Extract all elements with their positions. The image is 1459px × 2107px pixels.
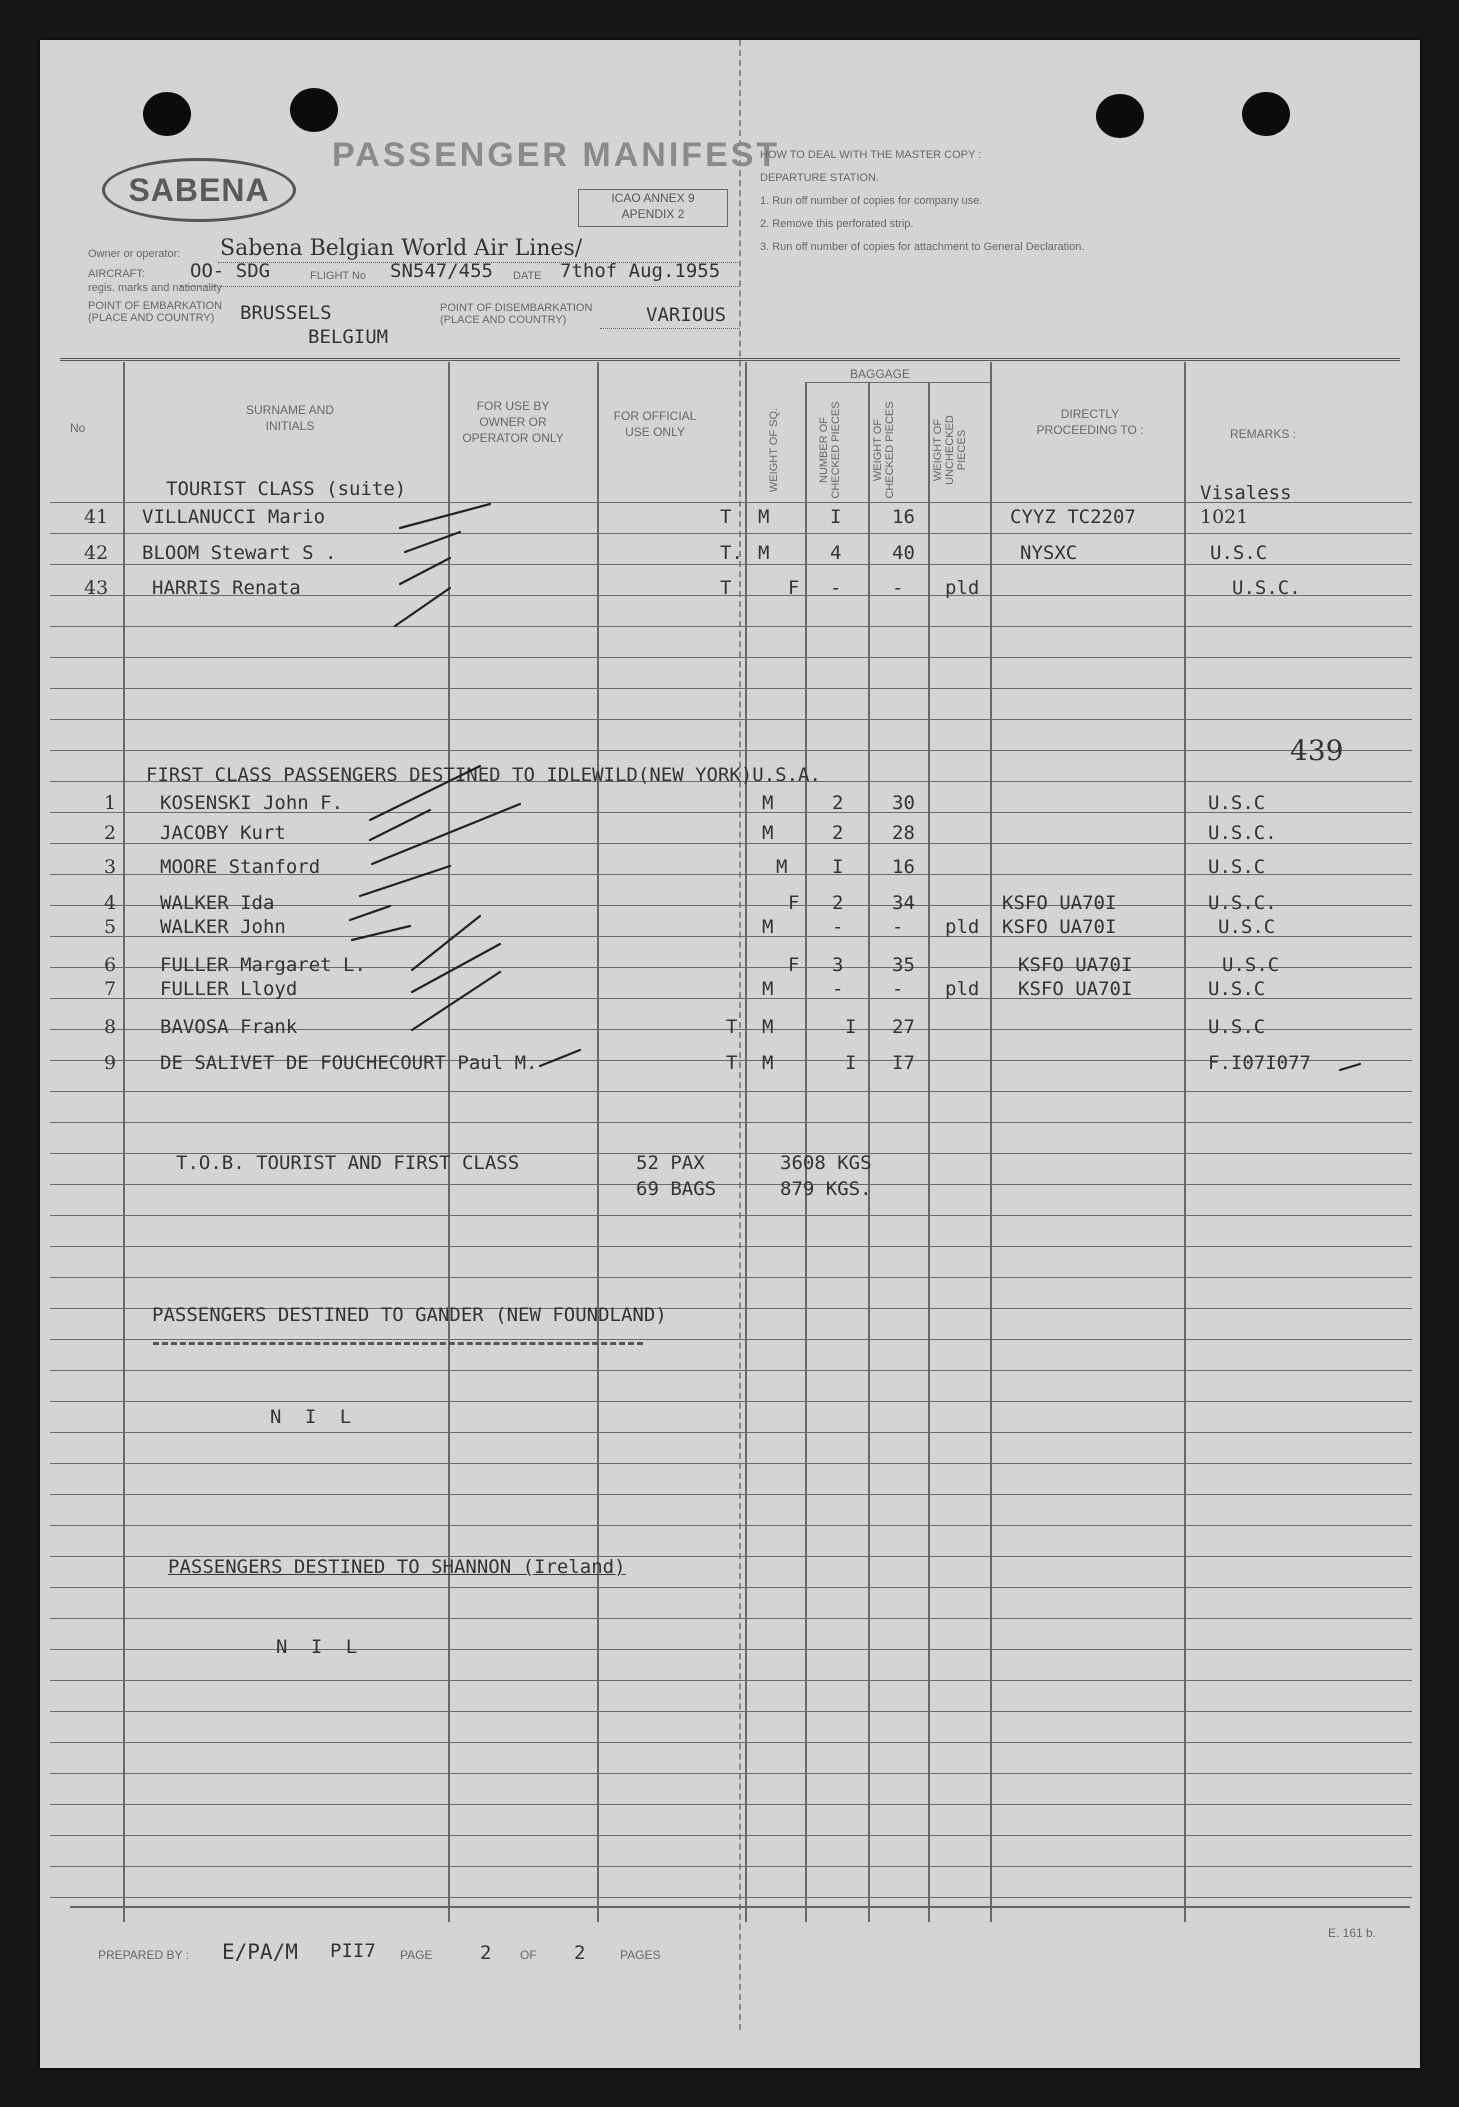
disembark-value: VARIOUS: [646, 304, 727, 326]
row-name: JACOBY Kurt: [160, 822, 286, 844]
check-mark: [412, 972, 500, 1030]
check-mark: [395, 588, 450, 626]
col-weight-unchecked: WEIGHT OF UNCHECKED PIECES: [932, 415, 968, 485]
embark-label: POINT OF EMBARKATION (PLACE AND COUNTRY): [88, 300, 223, 324]
col-num-checked: NUMBER OF CHECKED PIECES: [818, 401, 842, 499]
row-weight: 35: [892, 954, 915, 976]
row-sex: M: [762, 1016, 774, 1038]
row-pieces: I: [845, 1052, 857, 1074]
col-weight-sq: WEIGHT OF SQ.: [768, 407, 780, 493]
check-mark: [352, 926, 410, 940]
disembark-label: POINT OF DISEMBARKATION (PLACE AND COUNTRY): [440, 302, 593, 326]
shannon-heading: PASSENGERS DESTINED TO SHANNON (Ireland): [168, 1556, 626, 1578]
operator-value: Sabena Belgian World Air Lines/: [220, 236, 583, 261]
totals-kgs-1: 3608 KGS: [780, 1152, 872, 1174]
row-weight: 30: [892, 792, 915, 814]
row-remark: F.I07I077: [1208, 1052, 1311, 1074]
flight-value: SN547/455: [390, 260, 493, 282]
of-label: OF: [520, 1948, 537, 1962]
row-sex: F: [788, 577, 800, 599]
row-remark: U.S.C.: [1232, 577, 1301, 599]
row-pieces: 2: [832, 892, 844, 914]
row-no: 5: [104, 916, 117, 938]
row-class: T: [720, 577, 732, 599]
row-sex: F: [788, 954, 800, 976]
row-sex: M: [762, 1052, 774, 1074]
row-no: 41: [84, 506, 109, 528]
operator-label: Owner or operator:: [88, 248, 181, 260]
total-pages: 2: [574, 1942, 586, 1964]
row-remark: U.S.C.: [1208, 892, 1277, 914]
row-no: 1: [104, 792, 117, 814]
row-weight: -: [892, 978, 904, 1000]
gander-nil: N I L: [270, 1406, 358, 1428]
totals-kgs-2: 879 KGS.: [780, 1178, 872, 1200]
row-class: T: [726, 1016, 738, 1038]
row-pieces: 4: [830, 542, 842, 564]
row-remark: U.S.C: [1208, 1016, 1266, 1038]
tick-mark: [1340, 1064, 1360, 1070]
row-name: KOSENSKI John F.: [160, 792, 344, 814]
row-name: WALKER John: [160, 916, 286, 938]
row-sex: M: [776, 856, 788, 878]
row-destination: KSFO UA70I: [1002, 916, 1117, 938]
row-pieces: I: [830, 506, 842, 528]
check-mark: [360, 866, 450, 896]
row-no: 6: [104, 954, 117, 976]
row-pieces: I: [845, 1016, 857, 1038]
row-name: DE SALIVET DE FOUCHECOURT Paul M.: [160, 1052, 538, 1074]
row-remark: U.S.C: [1208, 856, 1266, 878]
row-name: WALKER Ida: [160, 892, 275, 914]
check-mark: [400, 504, 490, 528]
row-name: VILLANUCCI Mario: [142, 506, 326, 528]
row-sex: M: [762, 822, 774, 844]
row-remark: U.S.C.: [1208, 822, 1277, 844]
check-mark: [350, 906, 390, 920]
row-name: BAVOSA Frank: [160, 1016, 298, 1038]
footer-rule: [70, 1906, 1410, 1908]
check-mark: [412, 916, 480, 970]
totals-bags: 69 BAGS: [636, 1178, 717, 1200]
aircraft-label: AIRCRAFT:: [88, 268, 145, 280]
instructions: HOW TO DEAL WITH THE MASTER COPY : DEPARTURE STATION. 1. Run off number of copies for company use. 2. Remove this perforated strip. 3. Run off number of copies for attachment to General Declaration.: [760, 149, 1085, 253]
row-weight: 16: [892, 856, 915, 878]
aircraft-value: OO- SDG: [190, 260, 271, 282]
handwritten-number: 439: [1290, 734, 1344, 767]
document-title: PASSENGER MANIFEST: [332, 136, 781, 174]
check-mark: [400, 558, 450, 584]
row-no: 7: [104, 978, 117, 1000]
row-no: 43: [84, 577, 109, 599]
row-no: 8: [104, 1016, 117, 1038]
row-destination: KSFO UA70I: [1002, 892, 1117, 914]
date-label: DATE: [513, 270, 542, 282]
row-weight: -: [892, 916, 904, 938]
row-class: T.: [720, 542, 743, 564]
row-sex: M: [762, 916, 774, 938]
row-weight: 28: [892, 822, 915, 844]
row-sex: M: [762, 792, 774, 814]
row-destination: KSFO UA70I: [1018, 954, 1133, 976]
row-no: 42: [84, 542, 109, 564]
row-unchecked: pld: [945, 577, 980, 599]
row-pieces: -: [832, 916, 844, 938]
col-no: No: [70, 421, 86, 435]
row-destination: CYYZ TC2207: [1010, 506, 1136, 528]
row-class: T: [720, 506, 732, 528]
tourist-heading: TOURIST CLASS (suite): [166, 478, 407, 500]
gander-heading: PASSENGERS DESTINED TO GANDER (NEW FOUNDLAND): [152, 1304, 667, 1326]
page-number: 2: [480, 1942, 492, 1964]
check-mark: [405, 532, 460, 552]
row-pieces: 2: [832, 822, 844, 844]
pages-label: PAGES: [620, 1948, 661, 1962]
row-no: 9: [104, 1052, 117, 1074]
row-pieces: 2: [832, 792, 844, 814]
footer-code: PII7: [330, 1940, 376, 1962]
col-weight-checked: WEIGHT OF CHECKED PIECES: [872, 401, 896, 499]
row-unchecked: pld: [945, 978, 980, 1000]
row-pieces: 3: [832, 954, 844, 976]
row-unchecked: pld: [945, 916, 980, 938]
handwritten-check-marks: [40, 40, 1420, 2068]
aircraft-sub: regis. marks and nationality: [88, 282, 222, 294]
col-baggage: BAGGAGE: [850, 367, 911, 381]
row-class: T: [726, 1052, 738, 1074]
tourist-remark-head: Visaless: [1200, 482, 1292, 504]
icao-annex-box: ICAO ANNEX 9 APENDIX 2: [578, 189, 728, 227]
first-class-heading: FIRST CLASS PASSENGERS DESTINED TO IDLEWILD(NEW YORK)U.S.A.: [146, 764, 821, 786]
date-value: 7thof Aug.1955: [560, 260, 721, 282]
row-remark: 1021: [1200, 506, 1249, 528]
row-name: HARRIS Renata: [152, 577, 301, 599]
row-weight: 40: [892, 542, 915, 564]
row-destination: KSFO UA70I: [1018, 978, 1133, 1000]
row-name: FULLER Lloyd: [160, 978, 298, 1000]
row-remark: U.S.C: [1210, 542, 1268, 564]
embark-value-2: BELGIUM: [308, 326, 389, 348]
strike-line: [540, 1050, 580, 1066]
row-no: 2: [104, 822, 117, 844]
row-remark: U.S.C: [1208, 792, 1266, 814]
row-destination: NYSXC: [1020, 542, 1078, 564]
row-remark: U.S.C: [1222, 954, 1280, 976]
row-sex: M: [758, 542, 770, 564]
row-sex: M: [758, 506, 770, 528]
form-reference: E. 161 b.: [1328, 1926, 1377, 1940]
row-weight: -: [892, 577, 904, 599]
page-label: PAGE: [400, 1948, 433, 1962]
flight-label: FLIGHT No: [310, 270, 367, 282]
row-pieces: -: [830, 577, 842, 599]
manifest-page: [40, 40, 1420, 2068]
row-name: BLOOM Stewart S .: [142, 542, 337, 564]
row-name: FULLER Margaret L.: [160, 954, 366, 976]
prepared-value: E/PA/M: [222, 1940, 298, 1964]
row-weight: I7: [892, 1052, 915, 1074]
col-official: FOR OFFICIAL USE ONLY: [613, 409, 697, 439]
row-sex: F: [788, 892, 800, 914]
row-weight: 27: [892, 1016, 915, 1038]
row-no: 3: [104, 856, 117, 878]
col-directly: DIRECTLY PROCEEDING TO :: [1036, 407, 1144, 437]
row-sex: M: [762, 978, 774, 1000]
totals-pax: 52 PAX: [636, 1152, 705, 1174]
row-pieces: -: [832, 978, 844, 1000]
col-owner: FOR USE BY OWNER OR OPERATOR ONLY: [462, 399, 564, 445]
row-pieces: I: [832, 856, 844, 878]
totals-label: T.O.B. TOURIST AND FIRST CLASS: [176, 1152, 520, 1174]
row-name: MOORE Stanford: [160, 856, 321, 878]
embark-value-1: BRUSSELS: [240, 302, 332, 324]
col-surname: SURNAME AND INITIALS: [245, 403, 334, 433]
check-mark: [372, 804, 520, 864]
row-remark: U.S.C: [1208, 978, 1266, 1000]
shannon-nil: N I L: [276, 1636, 364, 1658]
check-mark: [412, 944, 500, 992]
prepared-label: PREPARED BY :: [98, 1948, 189, 1962]
row-weight: 16: [892, 506, 915, 528]
row-weight: 34: [892, 892, 915, 914]
row-no: 4: [104, 892, 117, 914]
row-remark: U.S.C: [1218, 916, 1276, 938]
sabena-logo: SABENA: [102, 158, 296, 222]
col-remarks: REMARKS :: [1230, 427, 1297, 441]
